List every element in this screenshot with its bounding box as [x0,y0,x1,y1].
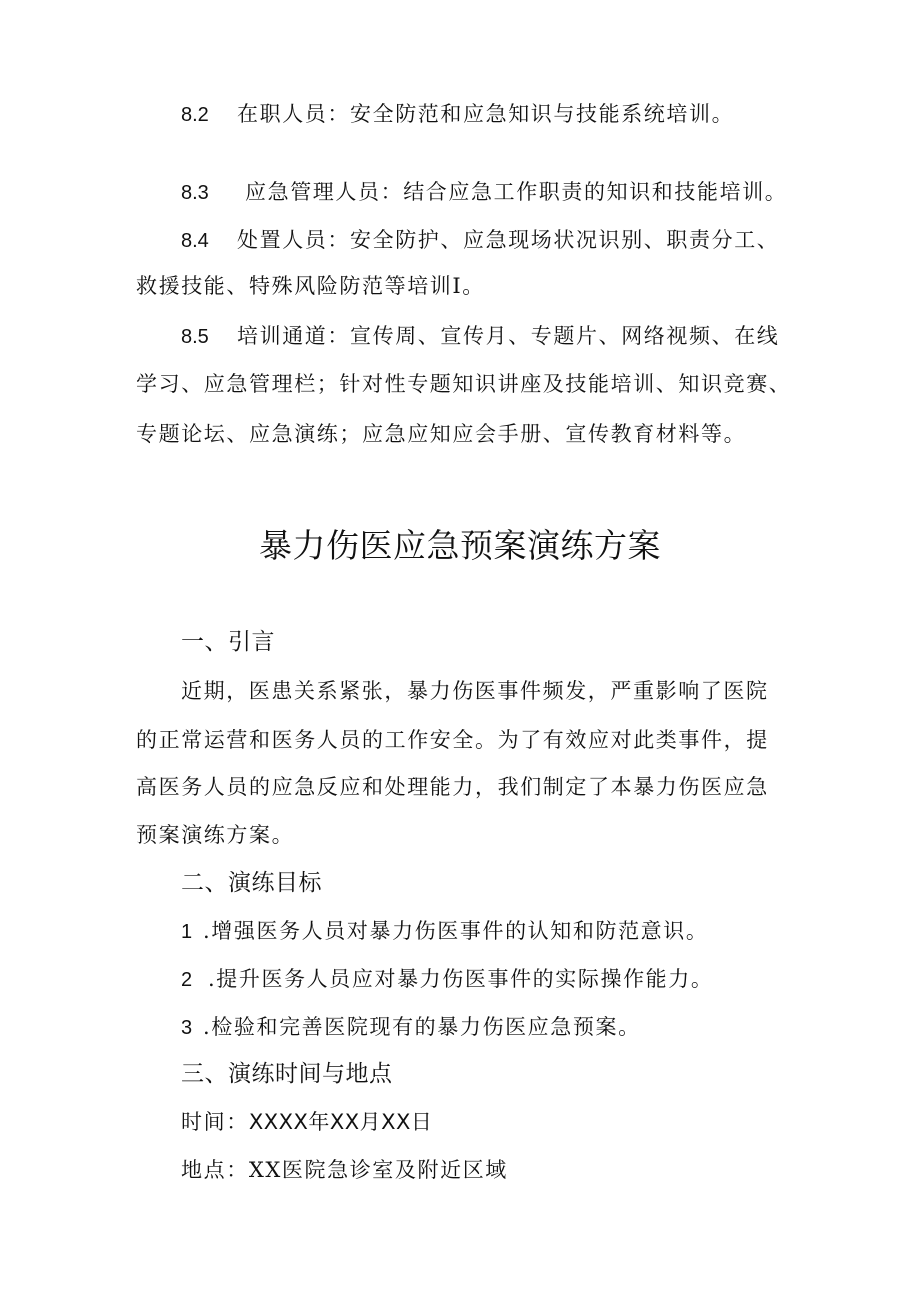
item-text: 在职人员：安全防范和应急知识与技能系统培训。 [237,102,735,126]
paragraph-line: 高医务人员的应急反应和处理能力，我们制定了本暴力伤医应急 [136,775,769,799]
paragraph-line: 预案演练方案。 [136,823,295,847]
place-value: XX医院急诊室及附近区域 [248,1158,508,1182]
place-label: 地点： [181,1158,249,1182]
time-value: XXXX年XX月XX日 [248,1110,433,1134]
paragraph-line: 近期，医患关系紧张，暴力伤医事件频发，严重影响了医院 [181,679,769,703]
goal-number: 2 [181,969,193,991]
item-number: 8.2 [181,104,209,126]
item-number: 8.3 [181,182,209,204]
section-heading-goals: 二、演练目标 [181,870,322,896]
item-8-5 [181,322,779,351]
item-8-5-continuation: 学习、应急管理栏；针对性专题知识讲座及技能培训、知识竞赛、 [136,372,792,396]
item-text: 应急管理人员：结合应急工作职责的知识和技能培训。 [245,180,788,204]
time-line [181,1108,432,1136]
section-heading-time-place: 三、演练时间与地点 [181,1061,393,1087]
item-8-4 [181,226,779,255]
goal-text: .检验和完善医院现有的暴力伤医应急预案。 [203,1015,641,1039]
place-line [181,1156,508,1184]
item-number: 8.5 [181,326,209,348]
section-heading-intro: 一、引言 [181,629,275,655]
document-title: 暴力伤医应急预案演练方案 [259,526,661,565]
goal-number: 1 [181,921,193,943]
item-text: 处置人员：安全防护、应急现场状况识别、职责分工、 [237,228,780,252]
item-8-5-continuation: 专题论坛、应急演练；应急应知应会手册、宣传教育材料等。 [136,422,747,446]
item-8-4-continuation: 救援技能、特殊风险防范等培训I。 [136,274,485,298]
item-number: 8.4 [181,230,209,252]
item-8-3 [181,178,787,207]
item-8-2 [181,100,734,129]
goal-item-2 [181,965,713,994]
item-text: 培训通道：宣传周、宣传月、专题片、网络视频、在线 [237,324,780,348]
goal-text: .增强医务人员对暴力伤医事件的认知和防范意识。 [203,919,709,943]
goal-number: 3 [181,1017,193,1039]
goal-item-1 [181,917,708,946]
paragraph-line: 的正常运营和医务人员的工作安全。为了有效应对此类事件，提 [136,728,769,752]
goal-text: .提升医务人员应对暴力伤医事件的实际操作能力。 [208,967,714,991]
time-label: 时间： [181,1110,249,1134]
goal-item-3 [181,1013,641,1042]
